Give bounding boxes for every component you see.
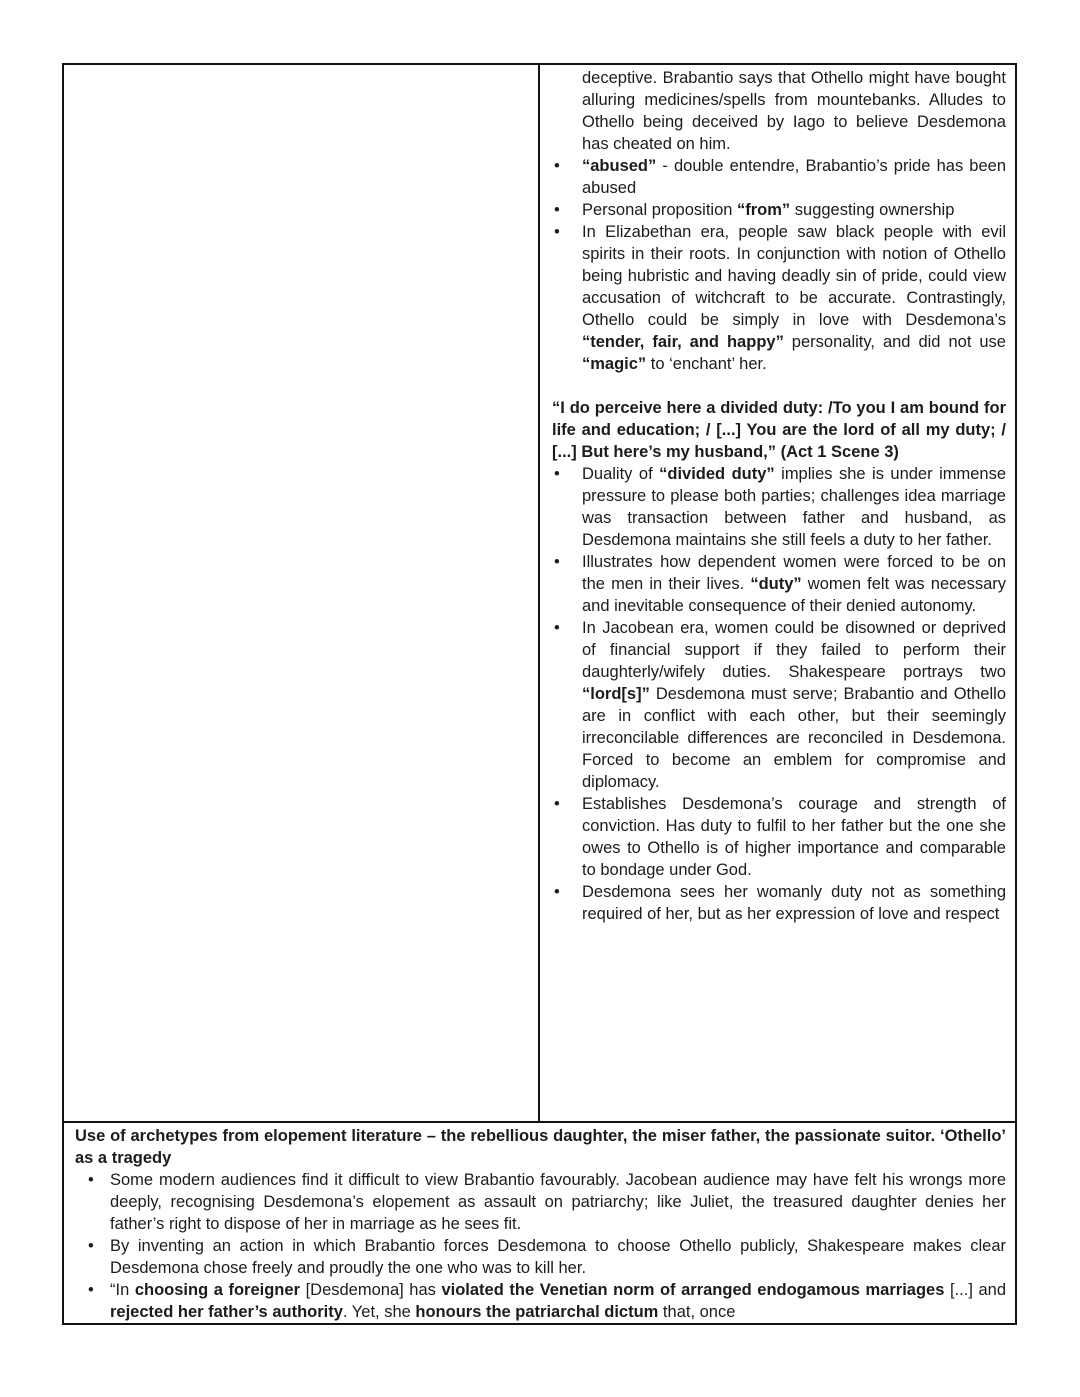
bullet-list-divided-duty (552, 463, 1006, 925)
bullet-item: • Illustrates how dependent women were forced to be on the men in their lives. “duty” women felt was necessary and inevitable consequence of their denied autonomy. (552, 551, 1006, 617)
bullet-item: • “In choosing a foreigner [Desdemona] has violated the Venetian norm of arranged endogamous marriages [...] and rejected her father’s authority. Yet, she honours the patriarchal dictum that, once (75, 1279, 1006, 1323)
bullet-item: • Desdemona sees her womanly duty not as something required of her, but as her expression of love and respect (552, 881, 1006, 925)
analysis-right-cell (540, 65, 1015, 1121)
bullet-list-archetypes (75, 1169, 1006, 1323)
bullet-item: • “abused” - double entendre, Brabantio’s pride has been abused (552, 155, 1006, 199)
continuation-paragraph: deceptive. Brabantio says that Othello might have bought alluring medicines/spells from mountebanks. Alludes to Othello being deceived by Iago to believe Desdemona has cheated on him. (582, 69, 1006, 153)
table-row-analysis (64, 65, 1015, 1123)
empty-left-cell (64, 65, 540, 1121)
notes-table (62, 63, 1017, 1325)
bullet-list-magic-accusation (552, 155, 1006, 375)
section-heading-archetypes: Use of archetypes from elopement literature – the rebellious daughter, the miser father, the passionate suitor. ‘Othello’ as a tragedy (75, 1127, 1006, 1167)
bullet-item: • By inventing an action in which Brabantio forces Desdemona to choose Othello publicly, Shakespeare makes clear Desdemona chose freely and proudly the one who was to kill her. (75, 1235, 1006, 1279)
bullet-item: • In Jacobean era, women could be disowned or deprived of financial support if they failed to perform their daughterly/wifely duties. Shakespeare portrays two “lord[s]” Desdemona must serve; Brabantio and Othello are in conflict with each other, but their seemingly irreconcilable differences are reconciled in Desdemona. Forced to become an emblem for compromise and diplomacy. (552, 617, 1006, 793)
bullet-item: • Personal proposition “from” suggesting ownership (552, 199, 1006, 221)
bullet-item: • Some modern audiences find it difficult to view Brabantio favourably. Jacobean audience may have felt his wrongs more deeply, recognising Desdemona’s elopement as assault on patriarchy; like Juliet, the treasured daughter denies her father’s right to dispose of her in marriage as he sees fit. (75, 1169, 1006, 1235)
bullet-item: • Establishes Desdemona’s courage and strength of conviction. Has duty to fulfil to her father but the one she owes to Othello is of higher importance and comparable to bondage under God. (552, 793, 1006, 881)
bullet-item: • In Elizabethan era, people saw black people with evil spirits in their roots. In conjunction with notion of Othello being hubristic and having deadly sin of pride, could view accusation of witchcraft to be accurate. Contrastingly, Othello could be simply in love with Desdemona’s “tender, fair, and happy” personality, and did not use “magic” to ‘enchant’ her. (552, 221, 1006, 375)
table-row-archetypes (64, 1123, 1015, 1323)
bullet-item: • Duality of “divided duty” implies she is under immense pressure to please both parties; challenges idea marriage was transaction between father and husband, as Desdemona maintains she still feels a duty to her father. (552, 463, 1006, 551)
quote-heading-divided-duty: “I do perceive here a divided duty: /To you I am bound for life and education; / [...] You are the lord of all my duty; / [...] But here’s my husband,” (Act 1 Scene 3) (552, 399, 1006, 461)
